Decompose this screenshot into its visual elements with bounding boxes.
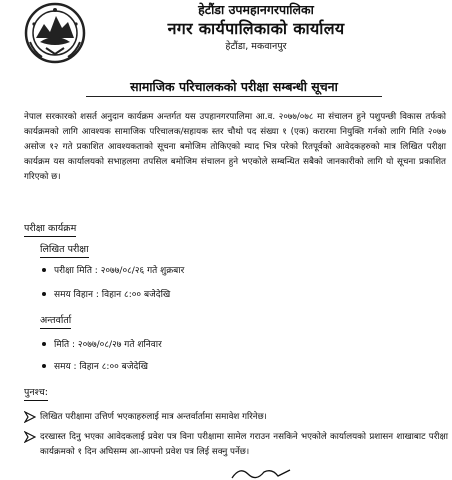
written-exam-heading: लिखित परीक्षा bbox=[40, 243, 89, 258]
bullet-icon bbox=[42, 292, 46, 296]
municipality-name: हेटौंडा उपमहानगरपालिका bbox=[198, 2, 314, 17]
bullet-icon bbox=[42, 342, 46, 346]
interview-date: मिति : २०७७/०८/२७ गते शनिवार bbox=[42, 338, 162, 352]
interview-heading: अन्तर्वार्ता bbox=[40, 314, 71, 329]
postscript-heading: पुनश्च: bbox=[24, 386, 48, 401]
bullet-icon bbox=[42, 364, 46, 368]
notice-body-paragraph: नेपाल सरकारको शसर्त अनुदान कार्यक्रम अन्तर्गत यस उपहानगरपालिमा आ.व. २०७७/०७८ मा संचालन हुने पशुपन्छी विकास तर्फको कार्यक्रमको लागि आवश्यक सामाजिक परिचालक/सहायक स्तर चौथो पद संख्या १ (एक) करारमा नियुक्ति गर्नको लागि मिति २०७७ असोज १२ गते प्रकाशित आवश्यकताको सूचना बमोजिम तोकिएको म्याद भित्र परेको रितपूर्वको आवेदकहरुको मात्र लिखित परीक्षा कार्यक्रम यस कार्यालयको सभाहलमा तपसिल बमोजिम संचालन हुने भएकोले सम्बन्धित सबैको जानकारीको लागि यो सूचना प्रकाशित गरिएको छ। bbox=[24, 112, 446, 182]
note-item: लिखित परीक्षामा उत्तिर्ण भएकाहरुलाई मात्र अन्तर्वार्तामा समावेश गरिनेछ। bbox=[24, 410, 448, 425]
interview-time: समय : विहान ८:०० बजेदेखि bbox=[42, 360, 148, 374]
written-exam-time: समय विहान : विहान ८:०० बजेदेखि bbox=[42, 288, 170, 302]
signature-icon bbox=[230, 464, 300, 480]
office-address: हेटौंडा, मकवानपुर bbox=[225, 41, 287, 52]
arrow-bullet-icon bbox=[24, 431, 36, 443]
note-item: दरखास्त दिनु भएका आवेदकलाई प्रवेश पत्र विना परीक्षामा सामेल गराउन नसकिने भएकोले कार्यालयको प्रशासन शाखाबाट परीक्षा कार्यक्रमको १ दिन अघिसम्म आ-आफ्नो प्रवेश पत्र लिई सक्नु पर्नेछ। bbox=[24, 430, 448, 460]
exam-program-heading: परीक्षा कार्यक्रम bbox=[24, 222, 76, 237]
notice-title: सामाजिक परिचालकको परीक्षा सम्बन्धी सूचना bbox=[86, 78, 382, 97]
bullet-icon bbox=[42, 268, 46, 272]
office-header bbox=[60, 2, 452, 54]
office-name: नगर कार्यपालिकाको कार्यालय bbox=[167, 19, 345, 38]
arrow-bullet-icon bbox=[24, 411, 36, 423]
written-exam-date: परीक्षा मिति : २०७७/०८/२६ गते शुक्रबार bbox=[42, 264, 184, 278]
